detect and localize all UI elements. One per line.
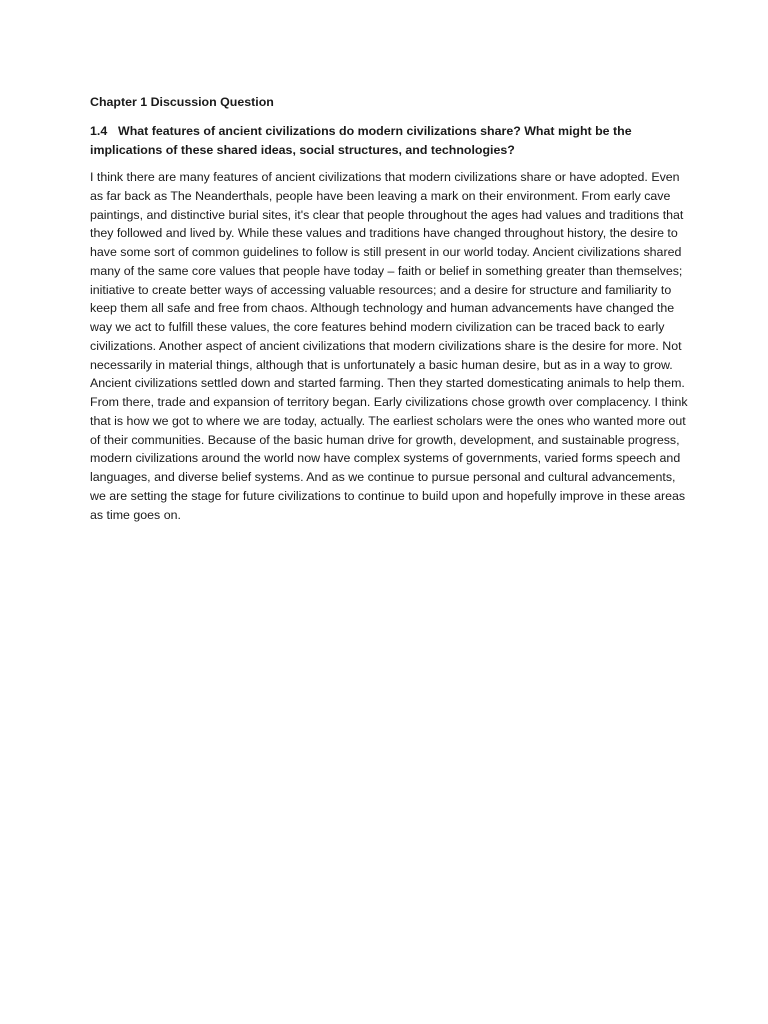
document-page <box>90 93 690 524</box>
answer-paragraph: I think there are many features of ancient civilizations that modern civilizations share or have adopted. Even as far back as The Neanderthals, people have been leaving a mark on their environment. From early cave paintings, and distinctive burial sites, it's clear that people throughout the ages had values and traditions that they followed and lived by. While these values and traditions have changed throughout history, the desire to have some sort of common guidelines to follow is still present in our world today. Ancient civilizations shared many of the same core values that people have today – faith or belief in something greater than themselves; initiative to create better ways of accessing valuable resources; and a desire for structure and familiarity to keep them all safe and free from chaos. Although technology and human advancements have changed the way we act to fulfill these values, the core features behind modern civilization can be traced back to early civilizations. Another aspect of ancient civilizations that modern civilizations share is the desire for more. Not necessarily in material things, although that is unfortunately a basic human desire, but as in a way to grow. Ancient civilizations settled down and started farming. Then they started domesticating animals to help them. From there, trade and expansion of territory began. Early civilizations chose growth over complacency. I think that is how we got to where we are today, actually. The earliest scholars were the ones who wanted more out of their communities. Because of the basic human drive for growth, development, and sustainable progress, modern civilizations around the world now have complex systems of governments, varied forms speech and languages, and diverse belief systems. And as we continue to pursue personal and cultural advancements, we are setting the stage for future civilizations to continue to build upon and hopefully improve in these areas as time goes on. <box>90 170 688 522</box>
discussion-question <box>90 122 690 159</box>
chapter-heading: Chapter 1 Discussion Question <box>90 95 274 109</box>
question-number: 1.4 <box>90 124 108 138</box>
question-text: What features of ancient civilizations do modern civilizations share? What might be the implications of these shared ideas, social structures, and technologies? <box>90 124 632 157</box>
